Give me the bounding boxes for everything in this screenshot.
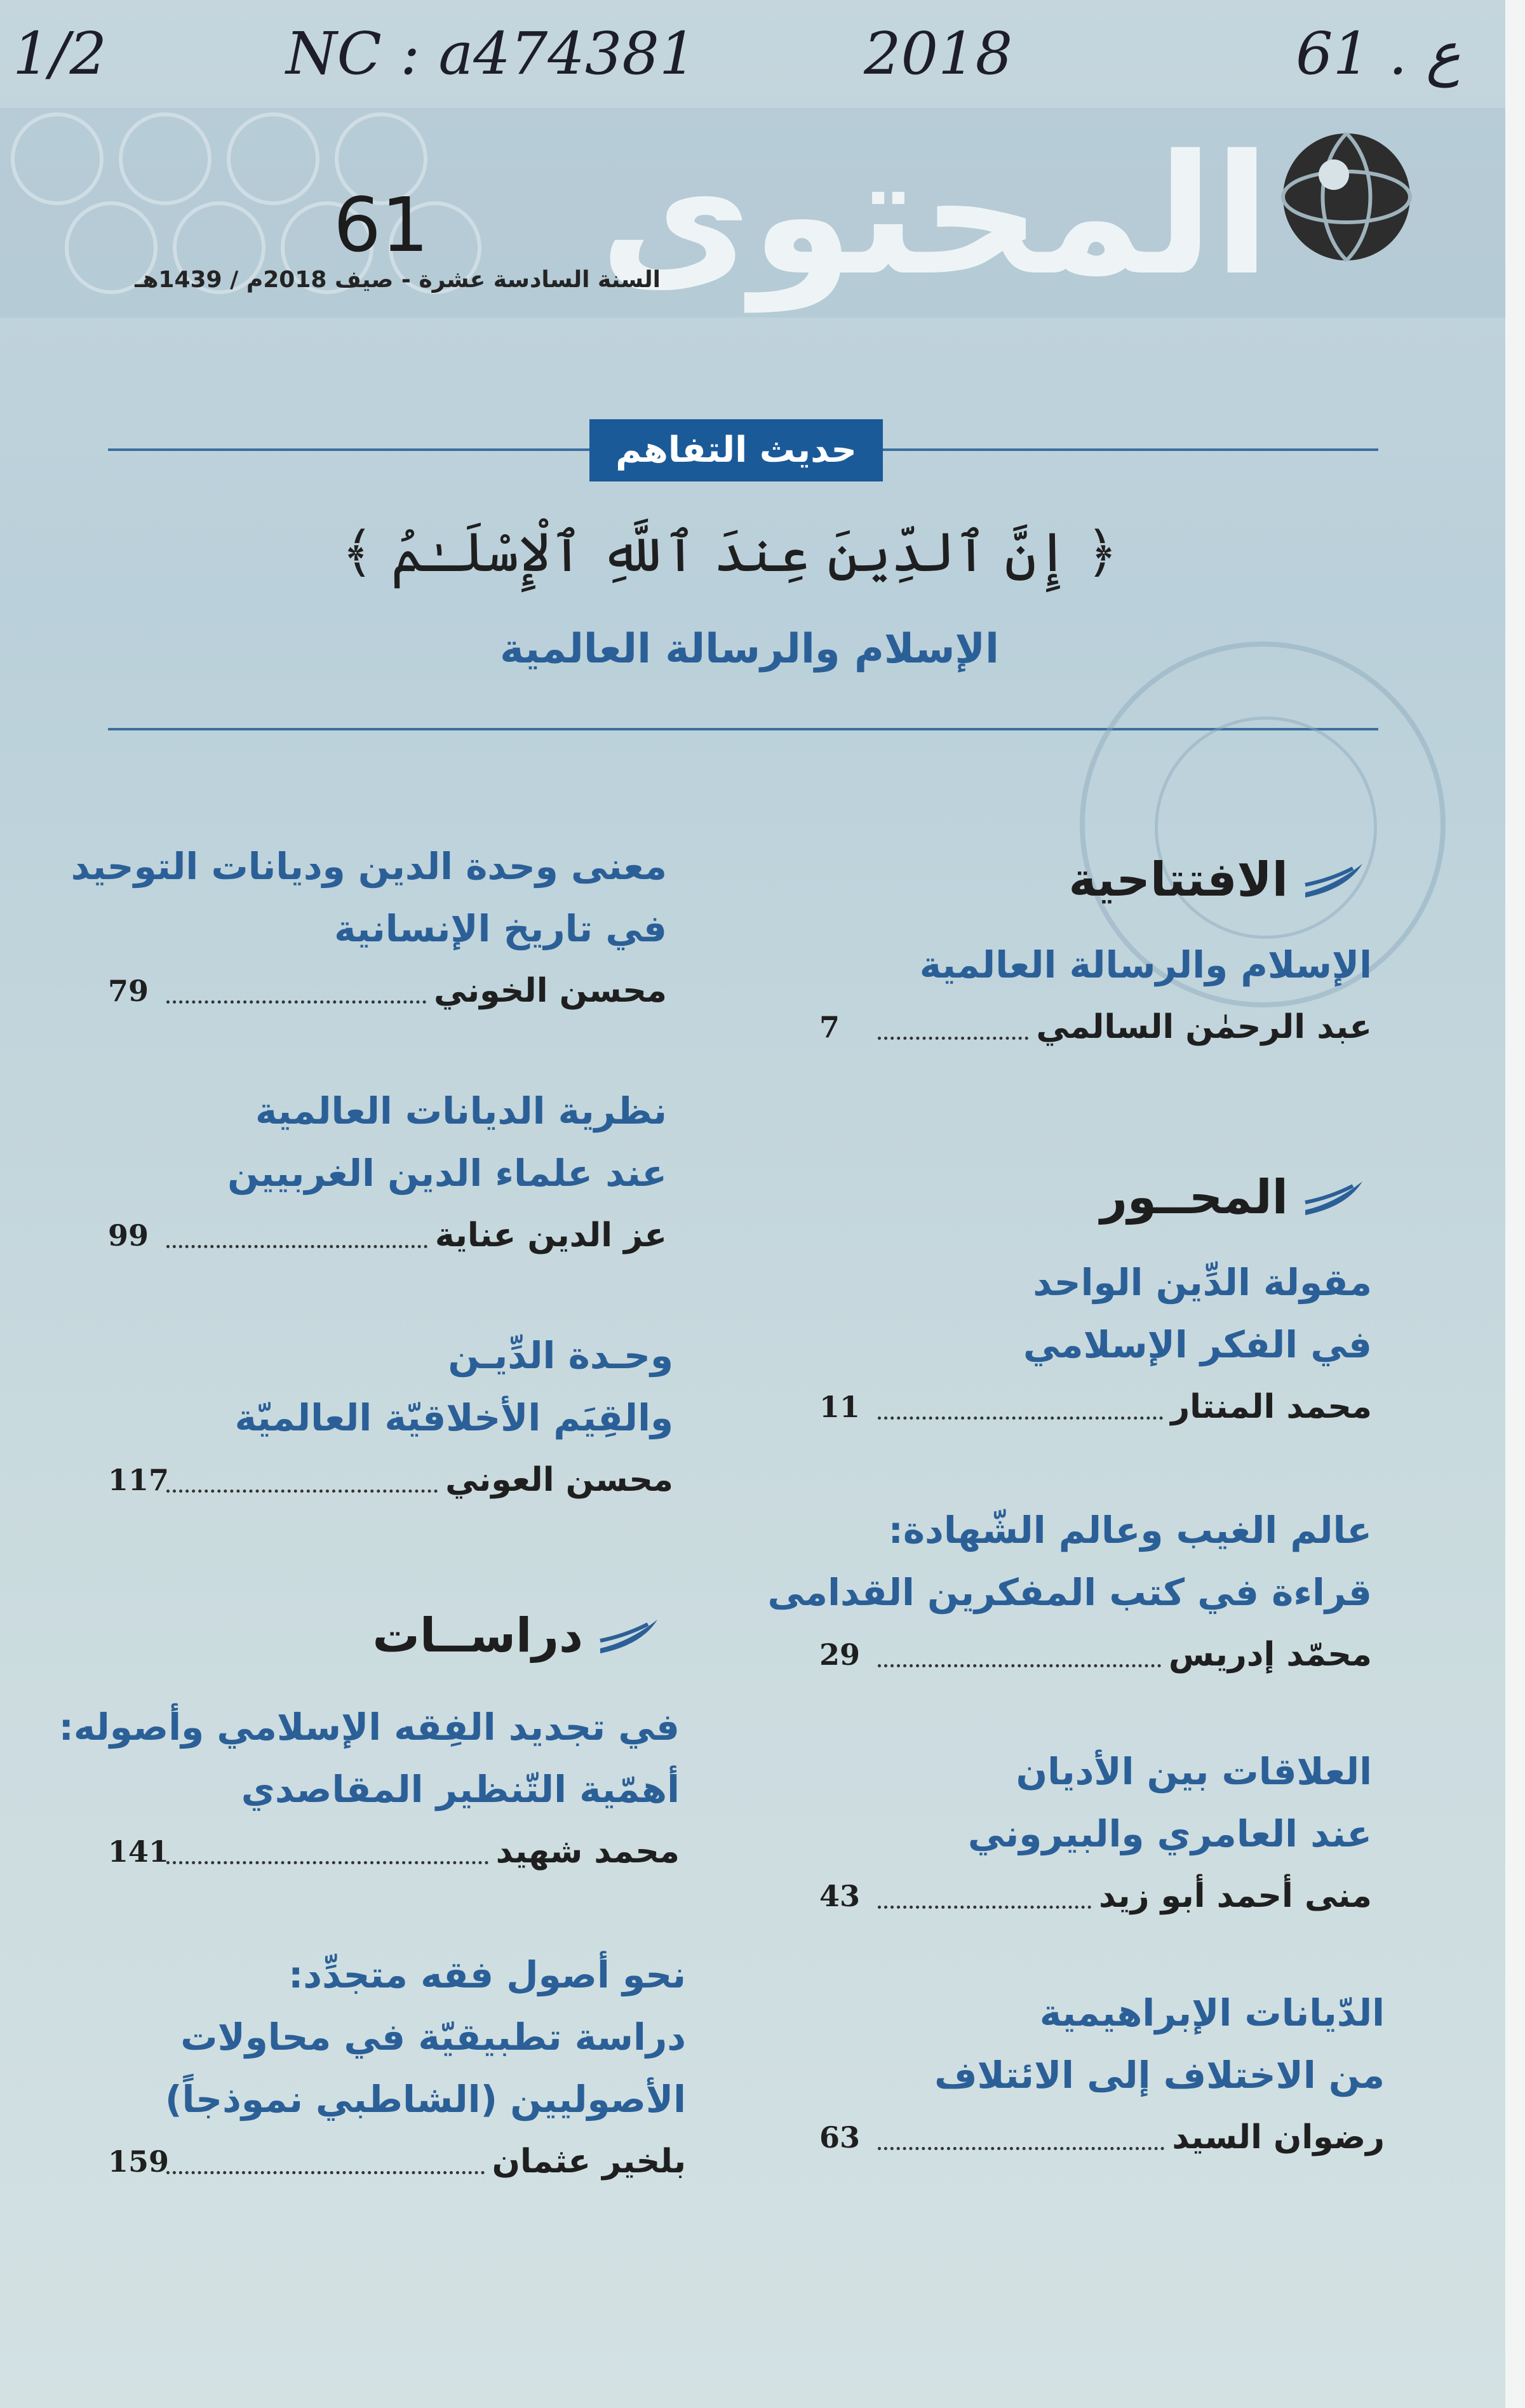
entry-page: 7 — [819, 1010, 840, 1044]
leader-dots — [166, 997, 426, 1004]
swoosh-icon — [1302, 861, 1366, 899]
toc-entry — [58, 1696, 680, 1883]
entry-author: عبد الرحمٰن السالمي — [1036, 1008, 1372, 1046]
heading-studies — [373, 1601, 661, 1671]
toc-entry — [108, 1324, 673, 1511]
handwritten-fraction: 1/2 — [13, 20, 107, 88]
entry-title: عند العامري والبيروني — [967, 1812, 1372, 1855]
masthead-title: المحتوى — [600, 120, 1270, 312]
entry-page: 63 — [819, 2120, 861, 2155]
entry-title: مقولة الدِّين الواحد — [1033, 1261, 1372, 1304]
leader-dots — [878, 2143, 1164, 2150]
leader-dots — [166, 1486, 438, 1493]
toc-entry — [71, 835, 667, 1022]
entry-title: أهمّية التّنظير المقاصدي — [241, 1768, 680, 1811]
entry-title: الإسلام والرسالة العالمية — [919, 943, 1372, 986]
entry-author: بلخير عثمان — [492, 2142, 686, 2181]
globe-logo-icon — [1264, 108, 1429, 273]
entry-author: عز الدين عناية — [434, 1216, 667, 1254]
entry-page: 99 — [108, 1218, 149, 1253]
leader-dots — [878, 1902, 1091, 1909]
handwritten-issue-code: 61 . ع — [1296, 20, 1461, 88]
entry-title: قراءة في كتب المفكرين القدامى — [767, 1571, 1372, 1614]
entry-title: في تاريخ الإنسانية — [334, 907, 667, 950]
toc-entry — [819, 1982, 1385, 2169]
entry-title: العلاقات بين الأديان — [1016, 1750, 1372, 1793]
leader-dots — [166, 1241, 427, 1248]
toc-entry — [819, 1740, 1372, 1927]
entry-author: محسن الخوني — [433, 972, 667, 1010]
entry-author: محمّد إدريس — [1168, 1636, 1372, 1674]
entry-title: عند علماء الدين الغربيين — [227, 1152, 667, 1195]
handwritten-catalog: NC : a474381 — [286, 20, 697, 88]
quran-verse: ﴿ إِنَّ ٱلدِّينَ عِندَ ٱللَّهِ ٱلْإِسْلَـٰمُ ﴾ — [341, 521, 1118, 584]
section-banner: حديث التفاهم — [589, 419, 883, 481]
leader-dots — [878, 1413, 1163, 1420]
heading-opening-label: الافتتاحية — [1068, 852, 1288, 907]
entry-title: دراسة تطبيقيّة في محاولات — [180, 2015, 686, 2059]
entry-page: 159 — [108, 2144, 170, 2179]
entry-title: في تجديد الفِقه الإسلامي وأصوله: — [58, 1705, 680, 1749]
entry-title: وحـدة الدِّيـن — [448, 1334, 673, 1377]
heading-axis-label: المحــور — [1100, 1170, 1288, 1225]
toc-entry — [108, 1080, 667, 1267]
entry-title: من الاختلاف إلى الائتلاف — [934, 2054, 1385, 2097]
heading-opening — [1068, 845, 1366, 915]
heading-axis — [1100, 1162, 1366, 1232]
entry-author: محمد المنتار — [1171, 1388, 1372, 1426]
entry-page: 117 — [108, 1463, 170, 1497]
issue-info: السنة السادسة عشرة - صيف 2018م / 1439هـ — [135, 267, 661, 293]
toc-entry — [767, 1499, 1372, 1686]
leader-dots — [878, 1033, 1028, 1040]
entry-author: منى أحمد أبو زيد — [1099, 1877, 1372, 1915]
entry-title: معنى وحدة الدين وديانات التوحيد — [71, 845, 667, 888]
entry-title: عالم الغيب وعالم الشّهادة: — [888, 1509, 1372, 1552]
entry-page: 29 — [819, 1638, 861, 1672]
handwritten-year: 2018 — [864, 20, 1013, 88]
swoosh-icon — [1302, 1178, 1366, 1216]
entry-author: محسن العوني — [445, 1461, 673, 1499]
leader-dots — [878, 1660, 1161, 1667]
leader-dots — [166, 2167, 485, 2174]
heading-studies-label: دراســات — [372, 1608, 583, 1663]
scan-edge — [1505, 0, 1525, 2408]
leader-dots — [166, 1857, 488, 1864]
entry-author: رضوان السيد — [1172, 2118, 1385, 2156]
entry-title: نحو أصول فقه متجدِّد: — [288, 1953, 686, 1996]
entry-title: نظرية الديانات العالمية — [255, 1089, 667, 1133]
issue-subtitle: الإسلام والرسالة العالمية — [500, 626, 999, 673]
entry-page: 43 — [819, 1879, 861, 1913]
entry-title: الأصوليين (الشاطبي نموذجاً) — [165, 2078, 686, 2121]
entry-page: 11 — [819, 1390, 861, 1424]
swoosh-icon — [597, 1617, 661, 1655]
toc-entry — [108, 1944, 686, 2193]
entry-title: في الفكر الإسلامي — [1023, 1323, 1372, 1366]
entry-title: الدّيانات الإبراهيمية — [1039, 1991, 1385, 2035]
toc-entry — [819, 1251, 1372, 1438]
entry-title: والقِيَم الأخلاقيّة العالميّة — [234, 1396, 673, 1439]
toc-entry — [819, 934, 1372, 1058]
entry-page: 141 — [108, 1834, 170, 1869]
entry-page: 79 — [108, 974, 149, 1008]
issue-number: 61 — [333, 181, 429, 269]
entry-author: محمد شهيد — [495, 1833, 680, 1871]
